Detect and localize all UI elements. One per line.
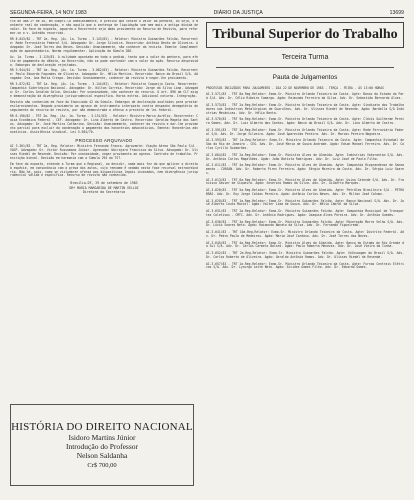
divider xyxy=(216,67,394,68)
list-item: AI-3.631/83 - TRT 2a.Reg.Relator: Exmo.Sr. Ministro Guimarães Falcão. Agte: Companhia Municipal de Transportes Coletivos - CMTC. Adv. Dr. Antônio Rodrigues. Agdo: Joaquim Alves Pereira. Adv. Dr. Antônio Guedes. xyxy=(206,209,404,217)
list-item: AI-3.641/83 - TRT 10a.Reg.Relator: Exmo.Sr. Ministro Orlando Teixeira da Costa. Agte: Distrito Federal. Adv. Dr. Pedro Paulo de Medeiros. Agda: Maria José Cardoso. Adv. Dr. José Torres das Neves. xyxy=(206,230,404,238)
book-advertisement xyxy=(10,404,194,486)
ad-introducer: Nelson Saldanha xyxy=(76,451,128,460)
list-item: AI-3.620/83 - TRT 5a.Reg.Relator: Exmo.Sr. Ministro Alves de Almeida. Agte: Petróleo Brasileiro S/A - PETROBRÁS. Adv. Dr. Ruy Jorge Caldas Pereira. Agdo: Antônio Carlos Neves. Adv. Dr. Milton José Calmon. xyxy=(206,188,404,196)
list-item: AI-3.628/83 - TRT 1a.Reg.Relator: Exmo.Sr. Ministro Guimarães Falcão. Agte: Banco Nacional S/A. Adv. Dr. José Alberto Couto Maciel. Agdo: Valter Lima de Souza. Adv. Dr. Nélio Cabral da Silva. xyxy=(206,198,404,207)
header-page-number: 13699 xyxy=(389,9,404,16)
turma-title: Terceira Turma xyxy=(281,54,329,61)
pauta-list xyxy=(206,93,404,270)
right-column xyxy=(206,20,404,490)
ad-intro: Introdução do Professor xyxy=(65,442,139,451)
paragraph: Ac. 1a. Turma - 3.119/83. A nulidade apontada em todo o pedido, tanto que o valor da penhora, para efeito de pagamento do débito, ao Recorrido, não se pode confundir com o valor da ação. Recurso desprovido. Embargos de declaração rejeitados. xyxy=(10,54,198,67)
paragraph: RR 3.944/81 - TRT 4a. Reg. (Ac. 1a. Turma - 3.082/83) - Relator: Ministro Guimarães Falcão. Recorrente: Paulo Eduardo Fagundes de Oliveira. Advogado: Dr. Hélio Martins. Recorrido: Banco do Brasil S/A. Advogada: Dra. Ana Maria Crespo. Decisão: Unanimemente, conhecer da revista e negar-lhe provimento. xyxy=(10,68,198,81)
list-item: AI-3.657/83 - TRT 1a.Reg.Relator: Exmo.Sr. Ministro Orlando Teixeira da Costa. Agte: Furnas Centrais Elétricas S/A. Adv. Dr. Lycurgo Leite Neto. Agdo: Alcides Gomes Filho. Adv. Dr. Eduardo Gomes. xyxy=(206,261,404,270)
header-date: SEGUNDA-FEIRA, 14 NOV 1983 xyxy=(10,9,87,16)
signature-block xyxy=(10,181,198,194)
paragraph: Revista não conhecida em face do Enunciado 42 da Súmula. Embargos de declaração acolhidos para prestar esclarecimentos. Negado provimento ao agravo de instrumento interposto contra despacho denegatório de seguimento de recurso de revista, por não demonstrada a ofensa a preceito de lei federal. xyxy=(10,100,198,113)
paragraph: AI 3.301/83 - TRT 2a. Reg. Relator: Ministro Fernando Franco. Agravante: Viação Aérea São Paulo S/A - VASP. Advogado: Dr. Victor Russomano Júnior. Agravado: Ubirajara Francisco da Silva. Advogado: Dr. Ulisses Riedel de Resende. Decisão: Por unanimidade, negar provimento ao agravo. Contrato de trabalho. Prescrição bienal. Decisão em harmonia com a Súmula 294 do TST. xyxy=(10,143,198,160)
court-title-box xyxy=(206,22,404,48)
left-column xyxy=(10,20,198,490)
ad-price: Cr$ 700,00 xyxy=(87,462,117,469)
list-item: AI-3.593/83 - TRT 1a.Reg.Relator: Exmo.Sr. Ministro Orlando Teixeira da Costa. Agte: Companhia Estadual de Gás do Rio de Janeiro - CEG. Adv. Dr. José Maria de Souza Andrade. Agdo: Edson Manoel Ferreira. Adv. Dr. Carlos Cyrillo Guimarães. xyxy=(206,138,404,150)
signature-line: Brasília-DF, 29 de setembro de 1983 xyxy=(70,181,138,186)
paragraph: RR 6.190/82 - TRT 3a. Reg. (Ac. 1a. Turma - 3.151/83) - Relator: Ministro Marco Aurélio. Recorrente: Caixa Econômica Federal - CEF. Advogado: Dr. Lino Alberto de Castro. Recorrido: Geraldo Magela dos Santos. Advogado: Dr. José Martins Catharino. Decisão: Unanimemente, conhecer da revista e dar-lhe provimento parcial para excluir da condenação o pagamento dos honorários advocatícios. Ementa: Honorários advocatícios. Assistência sindical. Lei 5.584/70. xyxy=(10,114,198,134)
paragraph: tra de uma 2ª de 38, em cumpri-la imediatamente, é preciso que conste o valor da penhora, ou seja, o montante real da condenação, e não aquilo que a sentença de liquidação sem nem mais a antiga dúvida de valor. Em face do exposto, aguarda o Recorrente seja dado provimento ao Recurso de Revista, para reformar-se o v. Acórdão recorrido. xyxy=(10,20,198,35)
paragraph: Em face do exposto, entende a Turma que o Regional, ao decidir, nada mais fez do que aplicar o direito à espécie, em consonância com a prova dos autos, cujo reexame é vedado nesta fase recursal extraordinária. Não há, pois, como se vislumbrar ofensa aos dispositivos legais invocados, nem divergência jurisprudencial válida e específica. Recurso de revista não conhecido. xyxy=(10,161,198,178)
pauta-intro: PROCESSOS INCLUÍDOS PARA JULGAMENTO - DIA 22 DE NOVEMBRO DE 1983 - TERÇA - FEIRA - ÀS 13:00 HORAS xyxy=(206,85,384,90)
left-text-bottom xyxy=(10,145,198,179)
list-item: AI-3.652/83 - TRT 2a.Reg.Relator: Exmo.Sr. Ministro Guimarães Falcão. Agte: Volkswagen do Brasil S/A. Adv. Dr. Carlos Roberto de Oliveira. Agdo: Geraldo Antônio Ramos. Adv. Dr. Ulisses Riedel de Resende. xyxy=(206,251,404,259)
header-publication: DIÁRIO DA JUSTIÇA xyxy=(213,9,263,16)
page-header xyxy=(10,8,404,18)
court-title: Tribunal Superior do Trabalho xyxy=(212,27,398,42)
signature-line: Diretora da Secretaria xyxy=(82,189,126,194)
list-item: AI-3.645/83 - TRT 4a.Reg.Relator: Exmo.Sr. Ministro Alves de Almeida. Agte: Banco do Estado do Rio Grande do Sul S/A. Adv. Dr. Carlos Carmelo Balaró. Agdo: Paulo Roberto Menezes. Adv. Dr. José Vieira da Cunha. xyxy=(206,240,404,249)
list-item: AI-3.578/83 - TRT 9a.Reg.Relator: Exmo.Sr. Ministro Orlando Teixeira da Costa. Agte: Clóvis Guilherme Pereira Gomes. Adv. Dr. Luiz Alberto dos Santos. Agdo: Banco do Brasil S/A. Adv. Dr. Lino Alberto de Castro. xyxy=(206,117,404,126)
list-item: AI-3.611/83 - TRT 4a.Reg.Relator: Exmo.Sr. Ministro Alves de Almeida. Agte: Companhia Riograndense de Saneamento - CORSAN. Adv. Dr. Roberto Pires Ferreira. Agdo: Sérgio Moreira da Costa. Adv. Dr. Sérgio Luiz Soares. xyxy=(206,163,404,175)
left-text-top xyxy=(10,20,198,135)
section-title: PROCESSO ARQUIVADO xyxy=(75,137,133,143)
paragraph: RR 5.872/82 - TRT 1a. Reg. (Ac. 1a. Turma - 3.144/83) - Relator: Ministro Coqueijo Costa. Recorrente: Companhia Siderúrgica Nacional. Advogado: Dr. Nilton Correia. Recorrido: Jorge da Silva Lima. Advogado: Dr. Carlos Arnaldo Selva. Decisão: Por unanimidade, não conhecer do recurso. O art. 896 da CLT exige demonstração da divergência jurisprudencial específica. Horas extras. Adicional noturno. Integração. xyxy=(10,82,198,99)
paragraph: RR 8.043/82 - TRT 2a. Reg. (Ac. 1a. Turma - 3.143/83) - Relator: Ministro Guimarães Falcão. Recorrente: Rede Ferroviária Federal S/A. Advogado: Dr. Jorge Silveira. Recorrido: Antônio Bento de Oliveira. Advogado: Dr. José Torres das Neves. Decisão: Unanimemente, não conhecer da revista. Ementa: Complementação de aposentadoria. Norma regulamentar. Aplicação da Súmula 288. xyxy=(10,36,198,53)
list-item: AI-3.636/83 - TRT 3a.Reg.Relator: Exmo.Sr. Ministro Guimarães Falcão. Agte: Mineração Morro Velho S/A. Adv. Dr. Lúcio Soares Neto. Agdo: Raimundo Nonato da Silva. Adv. Dr. Fernando Figueiredo. xyxy=(206,219,404,228)
list-item: AI-3.604/83 - TRT 2a.Reg.Relator: Exmo.Sr. Ministro Alves de Almeida. Agte: Indústrias Votorantim S/A. Adv. Dr. Antônio Carlos Magalhães. Agdo: João Batista Rodrigues. Adv. Dr. Luiz José de Paula Filho. xyxy=(206,152,404,161)
list-item: AI-3.571/83 - TRT 8a.Reg.Relator: Exmo.Sr. Ministro Orlando Teixeira da Costa. Agte: Banco do Estado do Pará S/A. Adv. Dr. Célio Ribeiro Camargo. Agdo: Raimundo Ferreira da Silva. Adv. Dr. Sebastião Bernardo Alves. xyxy=(206,92,404,101)
list-item: AI-3.573/83 - TRT 2a.Reg.Relator: Exmo.Sr. Ministro Orlando Teixeira da Costa. Agte: Sindicato dos Trabalhadores nas Indústrias Metalúrgicas de Guarulhos. Adv. Dr. Ulisses Riedel de Resende. Agda: Bardella S/A Indústrias Mecânicas. Adv. Dr. Hélio Bento. xyxy=(206,102,404,115)
list-item: AI-3.613/83 - TRT 6a.Reg.Relator: Exmo.Sr. Ministro Alves de Almeida. Agte: Usina Catende S/A. Adv. Dr. Francisco Xavier de Siqueira. Agdo: Severino Ramos da Silva. Adv. Dr. Gilberto Marques. xyxy=(206,177,404,186)
list-item: AI-3.591/83 - TRT 3a.Reg.Relator: Exmo.Sr. Ministro Orlando Teixeira da Costa. Agte: Rede Ferroviária Federal S/A. Adv. Dr. Jorge Silveira. Agdo: José Aparecido Pereira. Adv. Dr. Marcos Pereira Nogueira. xyxy=(206,127,404,136)
signature-line: DRª MARIA MARGARIDA DE MARTIN VELLOZ xyxy=(69,185,139,190)
ad-title: HISTÓRIA DO DIREITO NACIONAL xyxy=(11,421,193,433)
pauta-title: Pauta de Julgamentos xyxy=(272,73,338,81)
ad-author: Isidoro Martins Júnior xyxy=(68,433,136,442)
